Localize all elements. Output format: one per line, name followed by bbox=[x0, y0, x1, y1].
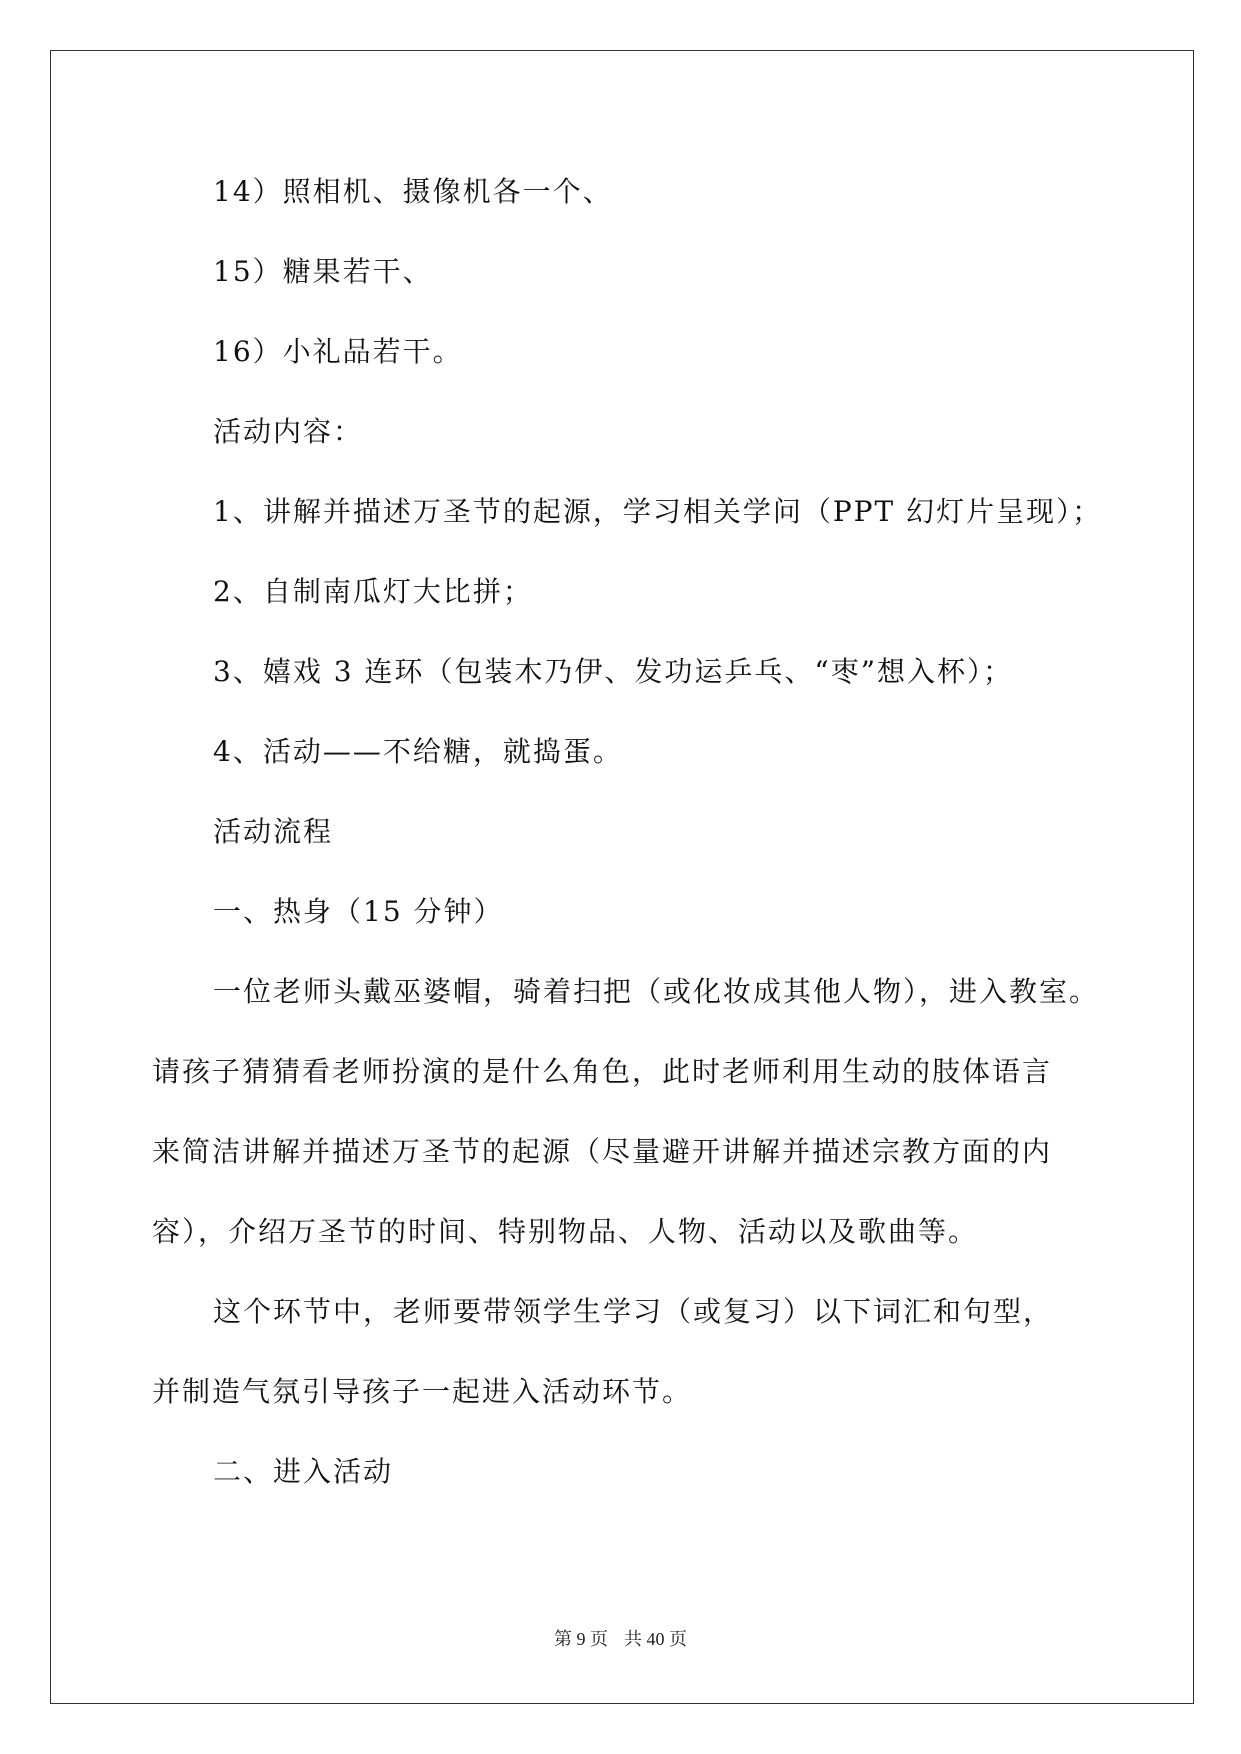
content-item-4: 4、活动——不给糖，就捣蛋。 bbox=[213, 735, 623, 768]
total-pages: 共 40 页 bbox=[624, 1629, 687, 1649]
paragraph-line: 来简洁讲解并描述万圣节的起源（尽量避开讲解并描述宗教方面的内 bbox=[152, 1135, 1053, 1168]
step-heading-warmup: 一、热身（15 分钟） bbox=[213, 895, 504, 928]
content-item-2: 2、自制南瓜灯大比拼； bbox=[213, 575, 533, 608]
paragraph-line: 请孩子猜猜看老师扮演的是什么角色，此时老师利用生动的肢体语言 bbox=[152, 1055, 1053, 1088]
content-item-3: 3、嬉戏 3 连环（包装木乃伊、发功运乒乓、“枣”想入杯）； bbox=[213, 655, 1014, 688]
item-14: 14）照相机、摄像机各一个、 bbox=[213, 175, 613, 208]
item-15: 15）糖果若干、 bbox=[213, 255, 433, 288]
page-footer bbox=[0, 1627, 1241, 1651]
current-page-number: 第 9 页 bbox=[554, 1629, 608, 1649]
paragraph-line: 这个环节中，老师要带领学生学习（或复习）以下词汇和句型， bbox=[213, 1295, 1054, 1328]
paragraph-line: 并制造气氛引导孩子一起进入活动环节。 bbox=[152, 1375, 693, 1408]
section-heading-content: 活动内容： bbox=[213, 415, 364, 448]
item-16: 16）小礼品若干。 bbox=[213, 335, 463, 368]
paragraph-line: 一位老师头戴巫婆帽，骑着扫把（或化妆成其他人物），进入教室。 bbox=[213, 975, 1100, 1008]
step-heading-activity: 二、进入活动 bbox=[213, 1455, 394, 1488]
section-heading-process: 活动流程 bbox=[213, 815, 334, 848]
paragraph-line: 容），介绍万圣节的时间、特别物品、人物、活动以及歌曲等。 bbox=[152, 1215, 979, 1248]
content-item-1: 1、讲解并描述万圣节的起源，学习相关学问（PPT 幻灯片呈现）； bbox=[213, 495, 1103, 528]
